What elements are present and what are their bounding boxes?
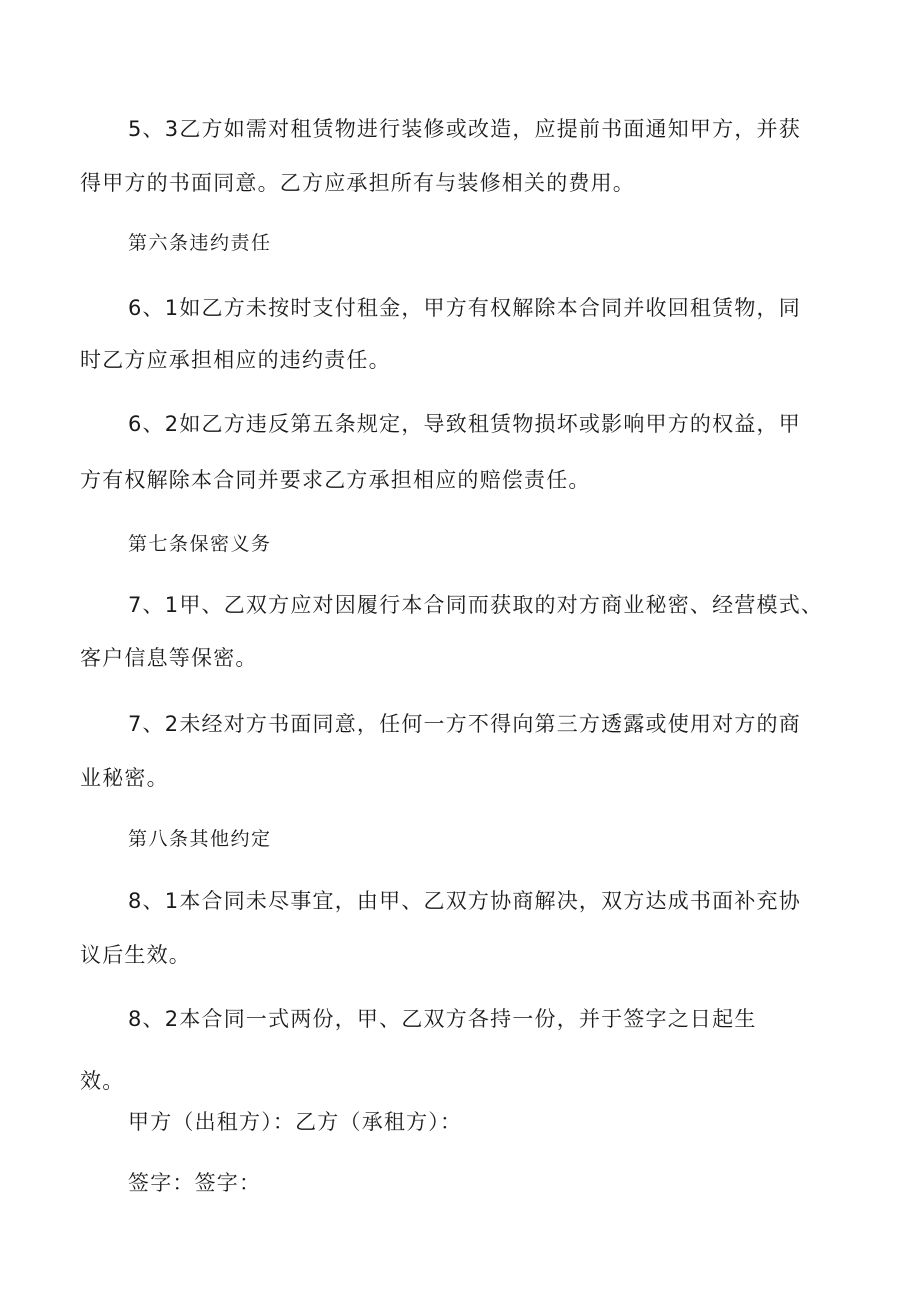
clause-7-1-line-1: 7、1甲、乙双方应对因履行本合同而获取的对方商业秘密、经营模式、 bbox=[128, 593, 824, 617]
clause-5-3-line-1: 5、3乙方如需对租赁物进行装修或改造，应提前书面通知甲方，并获 bbox=[128, 117, 801, 141]
clause-8-2-line-1: 8、2本合同一式两份，甲、乙双方各持一份，并于签字之日起生 bbox=[128, 1007, 757, 1031]
clause-8-1-line-2: 议后生效。 bbox=[80, 943, 191, 967]
article-7-heading: 第七条保密义务 bbox=[128, 533, 272, 555]
clause-7-2-line-1: 7、2未经对方书面同意，任何一方不得向第三方透露或使用对方的商 bbox=[128, 712, 801, 736]
article-8-heading: 第八条其他约定 bbox=[128, 828, 272, 850]
clause-6-1-line-1: 6、1如乙方未按时支付租金，甲方有权解除本合同并收回租赁物，同 bbox=[128, 296, 801, 320]
clause-8-2-line-2: 效。 bbox=[80, 1069, 125, 1093]
clause-6-2-line-2: 方有权解除本合同并要求乙方承担相应的赔偿责任。 bbox=[80, 468, 591, 492]
clause-6-2-line-1: 6、2如乙方违反第五条规定，导致租赁物损坏或影响甲方的权益，甲 bbox=[128, 412, 801, 436]
clause-5-3-line-2: 得甲方的书面同意。乙方应承担所有与装修相关的费用。 bbox=[80, 171, 635, 195]
signature-line: 签字：签字： bbox=[128, 1171, 262, 1195]
article-6-heading: 第六条违约责任 bbox=[128, 232, 272, 254]
clause-8-1-line-1: 8、1本合同未尽事宜，由甲、乙双方协商解决，双方达成书面补充协 bbox=[128, 889, 801, 913]
parties-line: 甲方（出租方）：乙方（承租方）： bbox=[128, 1110, 463, 1134]
clause-7-1-line-2: 客户信息等保密。 bbox=[80, 646, 258, 670]
clause-6-1-line-2: 时乙方应承担相应的违约责任。 bbox=[80, 348, 391, 372]
clause-7-2-line-2: 业秘密。 bbox=[80, 766, 169, 790]
